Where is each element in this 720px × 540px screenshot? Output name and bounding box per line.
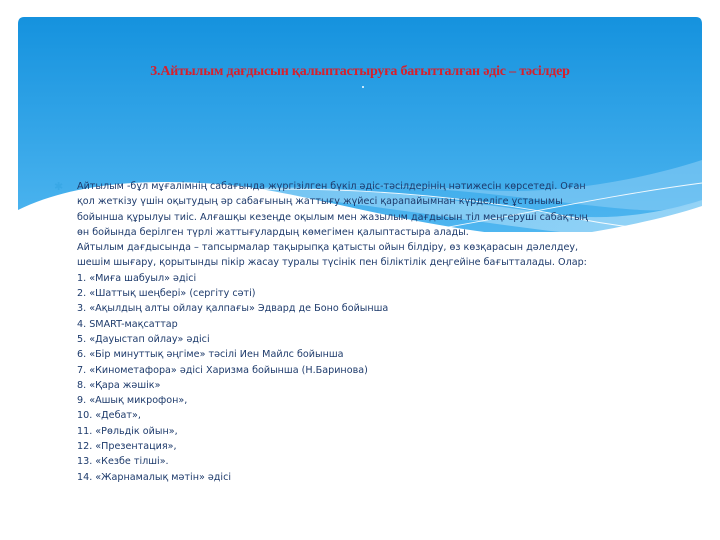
slide-title: 3.Айтылым дағдысын қалыптастыруға бағытталған әдіс – тәсілдер	[150, 64, 570, 79]
method-item: 10. «Дебат»,	[77, 410, 141, 422]
method-item: 4. SMART-мақсаттар	[77, 318, 178, 330]
method-item: 3. «Ақылдың алты ойлау қалпағы» Эдвард де Боно бойынша	[77, 303, 389, 315]
intro-line: Айтылым дағдысында – тапсырмалар тақырыпқа қатысты ойын білдіру, өз көзқарасын дәлелдеу,	[77, 242, 579, 254]
body-content	[54, 179, 674, 485]
intro-paragraph	[77, 179, 674, 271]
method-item: 5. «Дауыстап ойлау» әдісі	[77, 333, 210, 345]
method-item: 6. «Бір минуттық әңгіме» тәсілі Иен Майлс бойынша	[77, 349, 344, 361]
intro-line: Айтылым -бұл мұғалімнің сабағында жүргізілген бүкіл әдіс-тәсілдерінің нәтижесін көрсетеді. Оған	[77, 181, 586, 192]
methods-list	[77, 271, 674, 485]
method-item: 8. «Қара жәшік»	[77, 379, 161, 391]
subtitle-placeholder	[362, 86, 364, 88]
method-item: 12. «Презентация»,	[77, 441, 177, 453]
method-item: 2. «Шаттық шеңбері» (сергіту сәті)	[77, 288, 256, 300]
intro-line: шешім шығару, қорытынды пікір жасау туралы түсінік пен біліктілік деңгейіне бағытталады. Олар:	[77, 257, 587, 269]
intro-line: бойынша құрылуы тиіс. Алғашқы кезеңде оқылым мен жазылым дағдысын тіл меңгеруші сабақтың	[77, 211, 588, 223]
bullet-star-icon: ✱	[54, 180, 64, 193]
method-item: 11. «Рөльдік ойын»,	[77, 425, 178, 437]
method-item: 1. «Миға шабуыл» әдісі	[77, 272, 197, 284]
method-item: 7. «Кинометафора» әдісі Харизма бойынша (Н.Баринова)	[77, 364, 368, 376]
method-item: 9. «Ашық микрофон»,	[77, 395, 188, 407]
intro-line: өн бойында берілген түрлі жаттығулардың көмегімен қалыптастыра алады.	[77, 226, 469, 238]
method-item: 14. «Жарнамалық мәтін» әдісі	[77, 471, 232, 483]
method-item: 13. «Кезбе тілші».	[77, 456, 169, 468]
intro-line: қол жеткізу үшін оқытудың әр сабағының жаттығу жүйесі қарапайымнан күрделіге ұстанымы	[77, 196, 563, 208]
